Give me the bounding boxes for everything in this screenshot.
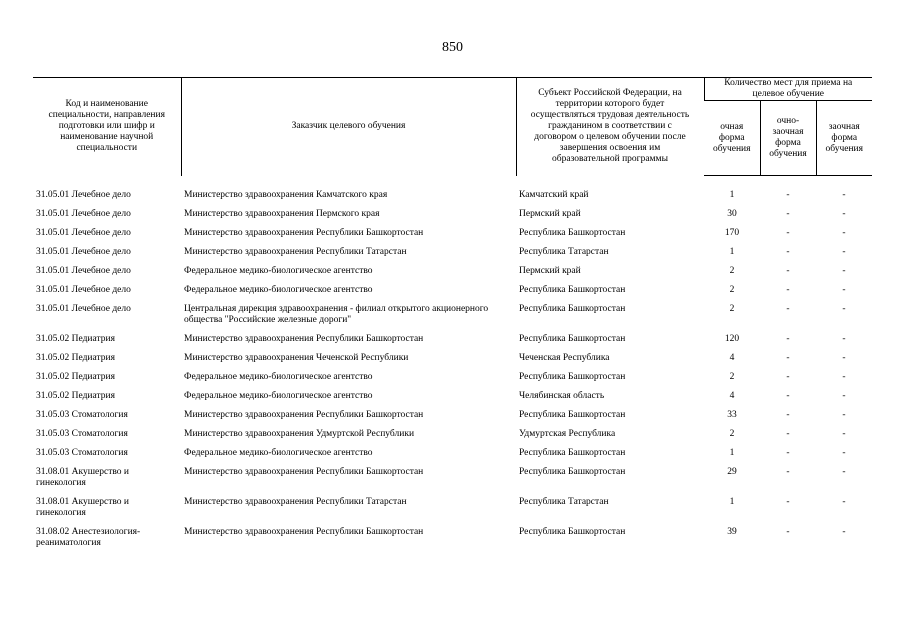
row-code: 31.08.01 Акушерство и гинекология: [36, 497, 129, 518]
row-part-time: -: [786, 247, 790, 257]
row-customer: Министерство здравоохранения Республики Башкортостан: [184, 228, 424, 238]
row-correspondence: -: [842, 228, 846, 238]
row-code: 31.05.02 Педиатрия: [36, 372, 115, 382]
row-part-time: -: [786, 391, 790, 401]
header-quantity: Количество мест для приема на целевое обучение: [704, 78, 872, 101]
table-row: [33, 353, 872, 372]
row-customer: Министерство здравоохранения Республики Башкортостан: [184, 527, 424, 537]
row-correspondence: -: [842, 247, 846, 257]
row-correspondence: -: [842, 304, 846, 314]
row-part-time: -: [786, 527, 790, 537]
table-row: [33, 527, 872, 557]
row-subject: Республика Башкортостан: [519, 410, 626, 420]
row-subject: Республика Башкортостан: [519, 228, 626, 238]
row-code: 31.05.01 Лечебное дело: [36, 228, 131, 238]
row-correspondence: -: [842, 527, 846, 537]
row-part-time: -: [786, 353, 790, 363]
row-correspondence: -: [842, 334, 846, 344]
row-part-time: -: [786, 228, 790, 238]
row-code: 31.05.01 Лечебное дело: [36, 285, 131, 295]
row-customer: Федеральное медико-биологическое агентство: [184, 285, 373, 295]
header-correspondence: заочная форма обучения: [816, 101, 872, 176]
row-part-time: -: [786, 497, 790, 507]
row-customer: Министерство здравоохранения Удмуртской Республики: [184, 429, 415, 439]
row-customer: Федеральное медико-биологическое агентство: [184, 448, 373, 458]
row-code: 31.05.03 Стоматология: [36, 429, 128, 439]
row-code: 31.05.01 Лечебное дело: [36, 266, 131, 276]
row-code: 31.05.01 Лечебное дело: [36, 247, 131, 257]
row-full-time: 170: [724, 228, 740, 238]
row-code: 31.05.03 Стоматология: [36, 448, 128, 458]
row-correspondence: -: [842, 190, 846, 200]
row-customer: Федеральное медико-биологическое агентство: [184, 266, 373, 276]
table-row: [33, 467, 872, 497]
row-part-time: -: [786, 190, 790, 200]
row-full-time: 2: [729, 304, 735, 314]
row-correspondence: -: [842, 410, 846, 420]
row-code: 31.05.02 Педиатрия: [36, 353, 115, 363]
header-customer: Заказчик целевого обучения: [181, 78, 516, 176]
table-row: [33, 429, 872, 448]
header-full-time: очная форма обучения: [704, 101, 760, 176]
row-customer: Министерство здравоохранения Республики Татарстан: [184, 247, 407, 257]
row-part-time: -: [786, 304, 790, 314]
header-part-time: очно-заочная форма обучения: [760, 101, 816, 176]
row-subject: Республика Татарстан: [519, 497, 609, 507]
row-subject: Удмуртская Республика: [519, 429, 616, 439]
row-full-time: 2: [729, 266, 735, 276]
row-subject: Республика Башкортостан: [519, 285, 626, 295]
table-row: [33, 304, 872, 334]
row-customer: Министерство здравоохранения Камчатского края: [184, 189, 388, 200]
row-customer: Министерство здравоохранения Республики Башкортостан: [184, 410, 424, 420]
row-part-time: -: [786, 266, 790, 276]
table-row: [33, 247, 872, 266]
row-correspondence: -: [842, 467, 846, 477]
row-subject: Республика Башкортостан: [519, 527, 626, 537]
row-correspondence: -: [842, 429, 846, 439]
row-code: 31.05.01 Лечебное дело: [36, 304, 131, 314]
row-customer: Федеральное медико-биологическое агентство: [184, 391, 373, 401]
row-code: 31.08.02 Анестезиология-реаниматология: [36, 527, 141, 548]
row-customer: Федеральное медико-биологическое агентство: [184, 372, 373, 382]
table-row: [33, 209, 872, 228]
table-row: [33, 372, 872, 391]
row-full-time: 39: [727, 527, 737, 537]
row-part-time: -: [786, 372, 790, 382]
row-full-time: 4: [729, 353, 735, 363]
row-full-time: 29: [727, 467, 737, 477]
row-part-time: -: [786, 429, 790, 439]
row-code: 31.05.02 Педиатрия: [36, 334, 115, 344]
quota-table: [33, 77, 872, 557]
table-header: [33, 78, 872, 176]
row-subject: Республика Башкортостан: [519, 467, 626, 477]
row-subject: Челябинская область: [519, 391, 605, 401]
row-subject: Республика Башкортостан: [519, 372, 626, 382]
table-body: [33, 176, 872, 558]
row-correspondence: -: [842, 448, 846, 458]
row-full-time: 33: [727, 410, 737, 420]
table-row: [33, 285, 872, 304]
row-customer: Министерство здравоохранения Пермского края: [184, 209, 380, 219]
row-correspondence: -: [842, 353, 846, 363]
row-part-time: -: [786, 334, 790, 344]
row-full-time: 2: [729, 429, 735, 439]
row-full-time: 2: [729, 372, 735, 382]
row-part-time: -: [786, 209, 790, 219]
table-row: [33, 334, 872, 353]
row-subject: Пермский край: [519, 266, 581, 276]
row-correspondence: -: [842, 209, 846, 219]
row-correspondence: -: [842, 266, 846, 276]
table-row: [33, 497, 872, 527]
row-customer: Министерство здравоохранения Республики Башкортостан: [184, 467, 424, 477]
row-subject: Республика Башкортостан: [519, 448, 626, 458]
table-row: [33, 410, 872, 429]
row-correspondence: -: [842, 391, 846, 401]
row-correspondence: -: [842, 497, 846, 507]
table-row: [33, 176, 872, 210]
row-subject: Камчатский край: [519, 189, 589, 200]
row-full-time: 4: [729, 391, 735, 401]
row-part-time: -: [786, 285, 790, 295]
row-full-time: 1: [729, 247, 735, 257]
row-part-time: -: [786, 410, 790, 420]
row-full-time: 1: [729, 190, 735, 200]
row-full-time: 120: [724, 334, 740, 344]
row-full-time: 30: [727, 209, 737, 219]
row-subject: Пермский край: [519, 209, 581, 219]
header-subject: Субъект Российской Федерации, на территории которого будет осуществляться трудовая деятельность гражданином в соответствии с договором о целевом обучении после завершения освоения им образовательной программы: [516, 78, 704, 176]
row-code: 31.05.01 Лечебное дело: [36, 189, 131, 200]
row-full-time: 2: [729, 285, 735, 295]
page-number: 850: [442, 40, 463, 55]
row-code: 31.08.01 Акушерство и гинекология: [36, 467, 129, 488]
row-subject: Чеченская Республика: [519, 353, 610, 363]
table-row: [33, 391, 872, 410]
row-full-time: 1: [729, 497, 735, 507]
row-correspondence: -: [842, 285, 846, 295]
table-row: [33, 228, 872, 247]
table-row: [33, 448, 872, 467]
row-correspondence: -: [842, 372, 846, 382]
row-subject: Республика Башкортостан: [519, 334, 626, 344]
row-customer: Министерство здравоохранения Республики Татарстан: [184, 497, 407, 507]
row-code: 31.05.02 Педиатрия: [36, 391, 115, 401]
row-code: 31.05.03 Стоматология: [36, 410, 128, 420]
row-customer: Министерство здравоохранения Чеченской Республики: [184, 353, 409, 363]
row-customer: Министерство здравоохранения Республики Башкортостан: [184, 334, 424, 344]
header-code: Код и наименование специальности, направления подготовки или шифр и наименование научной специальности: [33, 78, 181, 176]
row-code: 31.05.01 Лечебное дело: [36, 209, 131, 219]
row-part-time: -: [786, 448, 790, 458]
row-subject: Республика Татарстан: [519, 247, 609, 257]
row-part-time: -: [786, 467, 790, 477]
row-subject: Республика Башкортостан: [519, 304, 626, 314]
row-full-time: 1: [729, 448, 735, 458]
table-row: [33, 266, 872, 285]
row-customer: Центральная дирекция здравоохранения - филиал открытого акционерного общества "Российские железные дороги": [184, 304, 489, 325]
